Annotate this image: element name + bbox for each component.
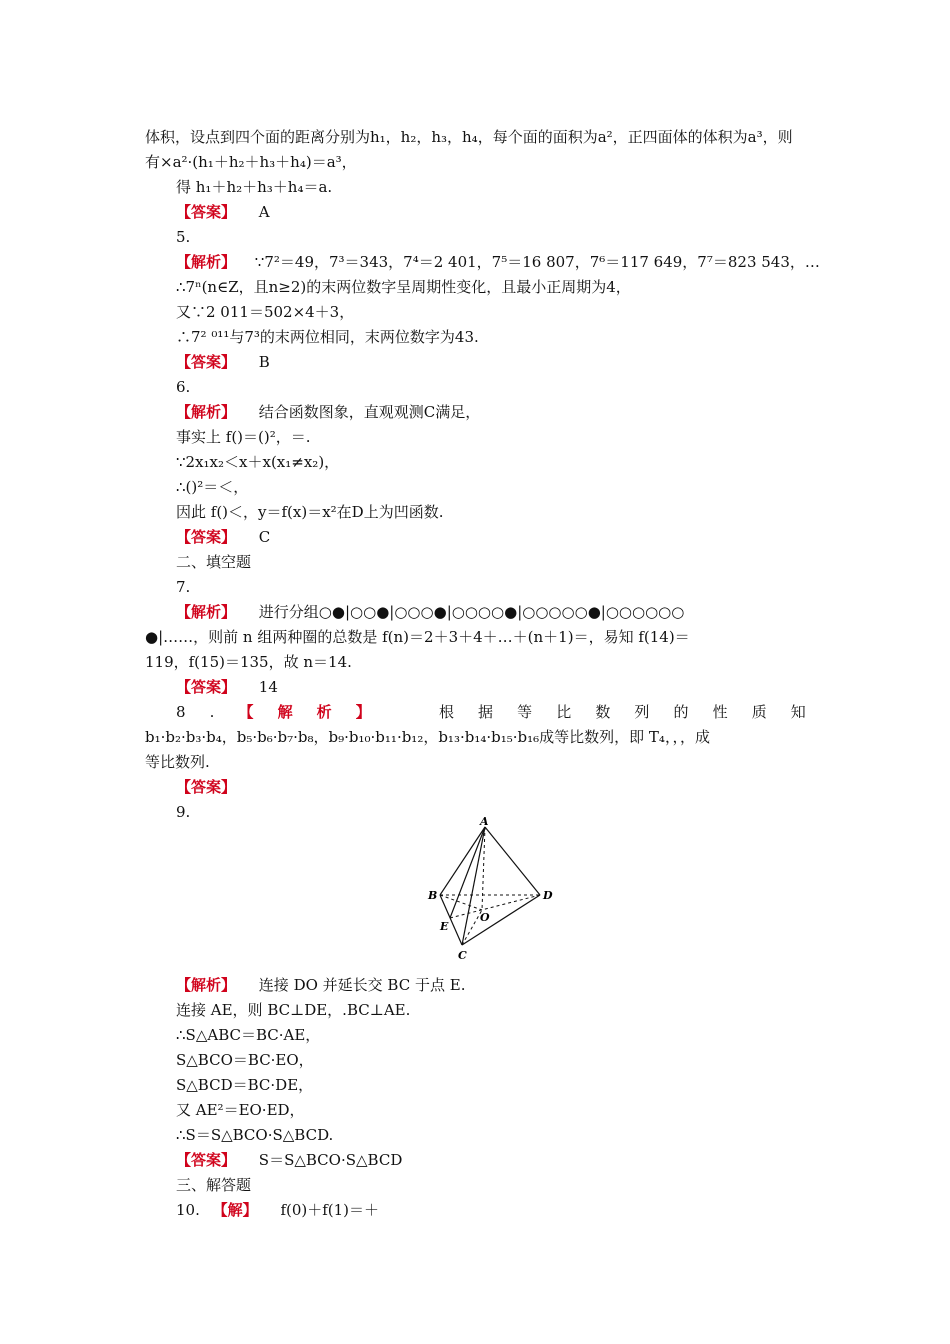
- solution-label: 【解】: [212, 1201, 258, 1219]
- q10-line1: f(0)＋f(1)＝＋: [280, 1201, 380, 1219]
- q6-line4: ∴()²＝＜，: [176, 478, 249, 496]
- answer-label: 【答案】: [176, 353, 237, 371]
- tetrahedron-figure: [420, 815, 560, 965]
- q4-line2: 有×a²·(h₁＋h₂＋h₃＋h₄)＝a³，: [145, 153, 357, 171]
- section-fill-heading: 二、填空题: [176, 553, 252, 571]
- q9-line3: ∴S△ABC＝BC·AE，: [176, 1026, 321, 1044]
- q8-word: 质: [751, 703, 767, 721]
- q6-line3: ∵2x₁x₂＜x＋x(x₁≠x₂)，: [176, 453, 340, 471]
- q8-line2: b₁·b₂·b₃·b₄，b₅·b₆·b₇·b₈，b₉·b₁₀·b₁₁·b₁₂，b₁₃·b₁₄·b₁₅·b₁₆成等比数列，即 T₄，，，成: [145, 728, 710, 746]
- q6-answer-line: [176, 527, 270, 547]
- q5-number: 5.: [176, 228, 191, 246]
- q10-line: [176, 1200, 379, 1220]
- analysis-label: 【解析】: [176, 603, 237, 621]
- q7-line3: 119，f(15)＝135，故 n＝14.: [145, 653, 352, 671]
- q4-answer: A: [258, 203, 270, 221]
- analysis-label: 【解析】: [176, 403, 237, 421]
- answer-label: 【答案】: [176, 203, 237, 221]
- q9-line7: ∴S＝S△BCO·S△BCD.: [176, 1126, 334, 1144]
- q6-analysis: 结合函数图象，直观观测C满足，: [258, 403, 481, 421]
- q6-answer: C: [258, 528, 271, 546]
- q9-line4: S△BCO＝BC·EO，: [176, 1051, 314, 1069]
- q4-line1: 体积，设点到四个面的距离分别为h₁，h₂，h₃，h₄，每个面的面积为a²，正四面体的体积为a³，则: [145, 128, 793, 146]
- q8-line3: 等比数列.: [145, 753, 210, 771]
- analysis-label-part: 解: [277, 703, 293, 721]
- q7-answer-line: [176, 677, 278, 697]
- vertex-label-a: A: [480, 815, 489, 828]
- q8-word: 知: [790, 703, 806, 721]
- q8-number: 8: [176, 703, 186, 721]
- q6-analysis-line: [176, 402, 480, 422]
- q5-answer: B: [258, 353, 270, 371]
- vertex-label-b: B: [428, 889, 438, 902]
- q7-answer: 14: [258, 678, 278, 696]
- q8-answer-line: [176, 777, 236, 797]
- vertex-label-d: D: [543, 889, 553, 902]
- analysis-label-part: 析: [316, 703, 332, 721]
- q5-analysis-line: [176, 252, 820, 272]
- q5-line2: ∴7ⁿ(n∈Z，且n≥2)的末两位数字呈周期性变化，且最小正周期为4，: [176, 278, 631, 296]
- q9-line2: 连接 AE，则 BC⊥DE，.BC⊥AE.: [176, 1001, 411, 1019]
- q5-line4: ∴7² ⁰¹¹与7³的末两位相同，末两位数字为43.: [176, 328, 479, 346]
- q8-word: 数: [595, 703, 611, 721]
- q9-number: 9.: [176, 803, 191, 821]
- q7-analysis-line: [176, 602, 684, 622]
- q7-number: 7.: [176, 578, 191, 596]
- answer-label: 【答案】: [176, 528, 237, 546]
- q6-line5: 因此 f()＜，y＝f(x)＝x²在D上为凹函数.: [176, 503, 444, 521]
- q5-analysis: ∵7²＝49，7³＝343，7⁴＝2 401，7⁵＝16 807，7⁶＝117 649，7⁷＝823 543，…: [254, 253, 820, 271]
- analysis-label-part: 【: [238, 703, 254, 721]
- q9-answer-line: [176, 1150, 402, 1170]
- segment-ed-hidden: [450, 895, 540, 918]
- q5-line3: 又∵2 011＝502×4＋3，: [176, 303, 355, 321]
- q8-word: 列: [634, 703, 650, 721]
- q6-line2: 事实上 f()＝()²，＝.: [176, 428, 311, 446]
- section-solve-heading: 三、解答题: [176, 1176, 252, 1194]
- q9-line6: 又 AE²＝EO·ED，: [176, 1101, 305, 1119]
- q9-line5: S△BCD＝BC·DE，: [176, 1076, 314, 1094]
- q7-line1: 进行分组○●|○○●|○○○●|○○○○●|○○○○○●|○○○○○○: [258, 603, 685, 621]
- q8-dot: .: [209, 703, 215, 721]
- q8-word: 根: [438, 703, 454, 721]
- q8-line1: [176, 702, 806, 722]
- vertex-label-c: C: [458, 949, 467, 962]
- q8-word: 比: [556, 703, 572, 721]
- answer-label: 【答案】: [176, 778, 237, 796]
- q4-answer-line: [176, 202, 270, 222]
- analysis-label: 【解析】: [176, 976, 237, 994]
- q9-analysis-line: [176, 975, 465, 995]
- q9-answer: S＝S△BCO·S△BCD: [258, 1151, 403, 1169]
- q6-number: 6.: [176, 378, 191, 396]
- q7-line2: ●|……，则前 n 组两种圈的总数是 f(n)＝2＋3＋4＋…＋(n＋1)＝，易知 f(14)＝: [145, 628, 690, 646]
- point-label-e: E: [440, 920, 449, 933]
- point-label-o: O: [480, 911, 490, 924]
- q4-line3: 得 h₁＋h₂＋h₃＋h₄＝a.: [176, 178, 333, 196]
- q8-word: 性: [712, 703, 728, 721]
- answer-label: 【答案】: [176, 1151, 237, 1169]
- q9-analysis: 连接 DO 并延长交 BC 于点 E.: [258, 976, 466, 994]
- q5-answer-line: [176, 352, 270, 372]
- q8-word: 等: [517, 703, 533, 721]
- q8-word: 据: [478, 703, 494, 721]
- segment-bo-hidden: [440, 895, 482, 910]
- edge-ad: [485, 827, 540, 895]
- answer-label: 【答案】: [176, 678, 237, 696]
- analysis-label-part: 】: [355, 703, 371, 721]
- q8-word: 的: [673, 703, 689, 721]
- analysis-label: 【解析】: [176, 253, 237, 271]
- q10-number: 10.: [176, 1201, 200, 1219]
- edge-cd: [462, 895, 540, 945]
